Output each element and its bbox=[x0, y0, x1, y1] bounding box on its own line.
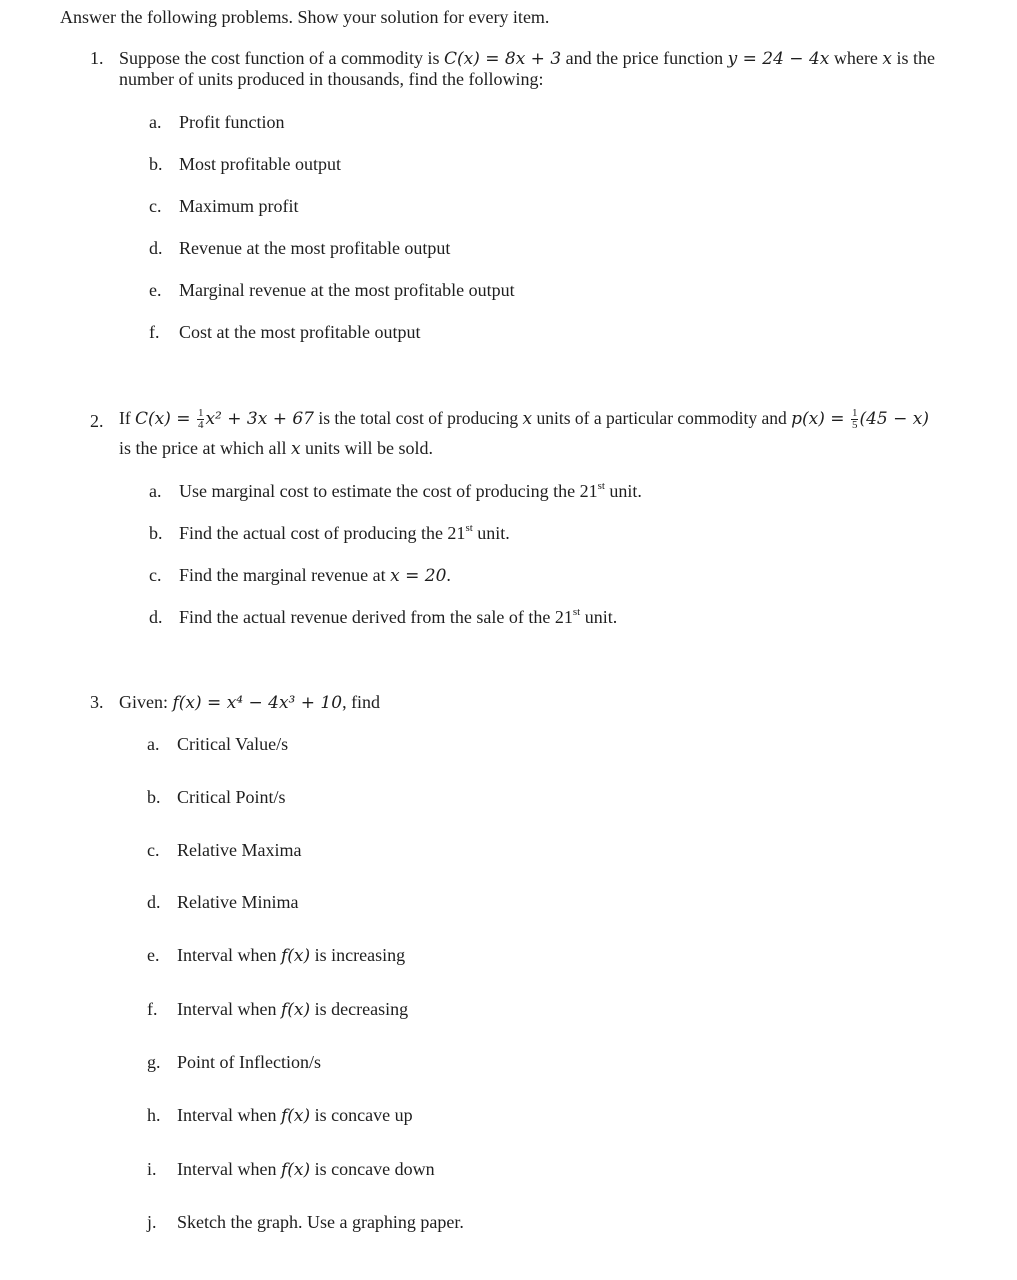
list-item: d. bbox=[149, 238, 163, 258]
list-item: b. bbox=[149, 154, 163, 174]
list-item: c. bbox=[149, 196, 162, 216]
list-item: i. bbox=[147, 1159, 157, 1179]
problem-1-number: 1. bbox=[90, 48, 104, 68]
cost-function-lhs: C(x) = bbox=[135, 409, 196, 429]
list-item-text: Use marginal cost to estimate the cost of producing the 21st unit. bbox=[179, 480, 642, 501]
list-item: c. bbox=[147, 840, 160, 860]
list-item-text: Interval when f(x) is concave up bbox=[177, 1105, 413, 1126]
list-item: e. bbox=[147, 945, 160, 965]
cost-function: C(x) = 8x + 3 bbox=[443, 49, 562, 69]
list-item-text: Maximum profit bbox=[179, 196, 299, 216]
list-item-text: Sketch the graph. Use a graphing paper. bbox=[177, 1212, 464, 1232]
list-item-text: Critical Point/s bbox=[177, 787, 286, 807]
fraction-one-fourth: $\frac{1}{4}$ bbox=[197, 407, 204, 432]
list-item: b. bbox=[149, 523, 163, 543]
instructions: Answer the following problems. Show your solution for every item. bbox=[60, 7, 550, 27]
fraction-one-fifth: $\frac{1}{5}$ bbox=[851, 407, 858, 432]
list-item: a. bbox=[149, 481, 162, 501]
list-item-text: Critical Value/s bbox=[177, 734, 289, 754]
cost-function-rhs: x² + 3x + 67 bbox=[205, 409, 314, 429]
function-f: f(x) = x⁴ − 4x³ + 10 bbox=[172, 693, 343, 713]
list-item-text: Relative Minima bbox=[177, 892, 299, 912]
list-item-text: Point of Inflection/s bbox=[177, 1052, 321, 1072]
problem-3-line-1: Given: f(x) = x⁴ − 4x³ + 10, find bbox=[119, 692, 381, 713]
list-item-text: Cost at the most profitable output bbox=[179, 322, 421, 342]
list-item-text: Interval when f(x) is decreasing bbox=[177, 999, 409, 1020]
list-item-text: Find the actual revenue derived from the sale of the 21st unit. bbox=[179, 606, 618, 627]
problem-2-number: 2. bbox=[90, 411, 104, 431]
list-item: b. bbox=[147, 787, 161, 807]
list-item: c. bbox=[149, 565, 162, 585]
problem-1-line-1: Suppose the cost function of a commodity is C(x) = 8x + 3 and the price function y = 24 − 4x where x is the bbox=[119, 48, 935, 69]
problem-2-line-2: is the price at which all x units will be sold. bbox=[119, 438, 434, 459]
list-item-text: Relative Maxima bbox=[177, 840, 302, 860]
problem-3-number: 3. bbox=[90, 692, 104, 712]
problem-1-line-2: number of units produced in thousands, find the following: bbox=[119, 69, 544, 89]
list-item: f. bbox=[149, 322, 160, 342]
list-item-text: Marginal revenue at the most profitable output bbox=[179, 280, 515, 300]
list-item: g. bbox=[147, 1052, 161, 1072]
price-function: y = 24 − 4x bbox=[727, 49, 830, 69]
price-function-rhs: (45 − x) bbox=[859, 409, 929, 429]
list-item: j. bbox=[147, 1212, 157, 1232]
list-item: e. bbox=[149, 280, 162, 300]
list-item-text: Revenue at the most profitable output bbox=[179, 238, 451, 258]
list-item-text: Find the marginal revenue at x = 20. bbox=[179, 565, 451, 586]
list-item: f. bbox=[147, 999, 158, 1019]
list-item: h. bbox=[147, 1105, 161, 1125]
list-item-text: Interval when f(x) is increasing bbox=[177, 945, 406, 966]
list-item: a. bbox=[149, 112, 162, 132]
list-item: a. bbox=[147, 734, 160, 754]
list-item-text: Profit function bbox=[179, 112, 285, 132]
list-item: d. bbox=[149, 607, 163, 627]
list-item-text: Find the actual cost of producing the 21st unit. bbox=[179, 522, 510, 543]
list-item: d. bbox=[147, 892, 161, 912]
list-item-text: Interval when f(x) is concave down bbox=[177, 1159, 435, 1180]
problem-2-line-1: If C(x) = $\frac{1}{4}$ x² + 3x + 67 is the total cost of producing x units of a particular commodity and p(x) = $\frac{1}{5}$ (45 − x) bbox=[119, 407, 929, 432]
price-function-lhs: p(x) = bbox=[791, 409, 850, 429]
list-item-text: Most profitable output bbox=[179, 154, 341, 174]
